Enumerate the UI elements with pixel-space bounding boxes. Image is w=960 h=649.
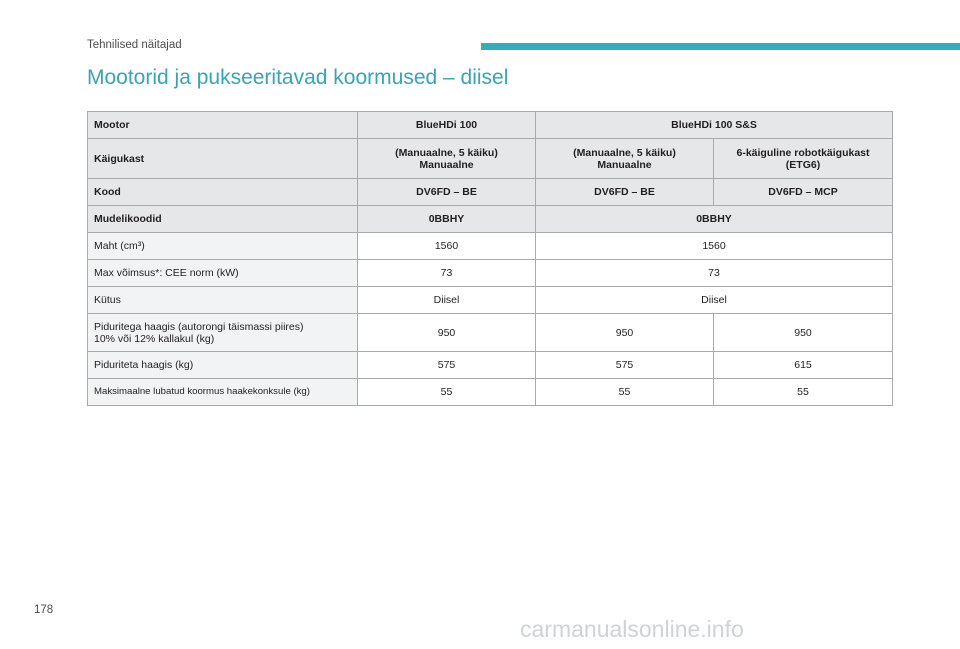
row-label-code: Kood — [88, 179, 358, 206]
cell-towbar-load-1: 55 — [358, 379, 536, 406]
cell-gearbox-3: 6-käiguline robotkäigukast (ETG6) — [714, 139, 893, 179]
cell-displacement-1: 1560 — [358, 233, 536, 260]
cell-towbar-load-2: 55 — [536, 379, 714, 406]
cell-code-2: DV6FD – BE — [536, 179, 714, 206]
cell-fuel-2: Diisel — [536, 287, 893, 314]
cell-engine-bluehdi-100: BlueHDi 100 — [358, 112, 536, 139]
table-row-fuel — [88, 287, 893, 314]
table-row-gearbox — [88, 139, 893, 179]
cell-code-3: DV6FD – MCP — [714, 179, 893, 206]
row-label-fuel: Kütus — [88, 287, 358, 314]
row-label-towbar-load: Maksimaalne lubatud koormus haakekonksule (kg) — [88, 379, 358, 406]
cell-model-codes-1: 0BBHY — [358, 206, 536, 233]
cell-displacement-2: 1560 — [536, 233, 893, 260]
table-row-towbar-load — [88, 379, 893, 406]
table-row-braked-trailer — [88, 314, 893, 352]
page-number: 178 — [34, 604, 54, 616]
cell-unbraked-trailer-3: 615 — [714, 352, 893, 379]
row-label-max-power: Max võimsus*: CEE norm (kW) — [88, 260, 358, 287]
section-label: Tehnilised näitajad — [87, 39, 182, 51]
row-label-model-codes: Mudelikoodid — [88, 206, 358, 233]
cell-engine-bluehdi-100-ss: BlueHDi 100 S&S — [536, 112, 893, 139]
row-label-unbraked-trailer: Piduriteta haagis (kg) — [88, 352, 358, 379]
cell-towbar-load-3: 55 — [714, 379, 893, 406]
engine-specs-table — [87, 111, 893, 406]
row-label-gearbox: Käigukast — [88, 139, 358, 179]
cell-unbraked-trailer-1: 575 — [358, 352, 536, 379]
row-label-braked-trailer: Piduritega haagis (autorongi täismassi piires) 10% või 12% kallakul (kg) — [88, 314, 358, 352]
row-label-engine: Mootor — [88, 112, 358, 139]
cell-fuel-1: Diisel — [358, 287, 536, 314]
table-row-unbraked-trailer — [88, 352, 893, 379]
cell-gearbox-2: (Manuaalne, 5 käiku) Manuaalne — [536, 139, 714, 179]
accent-bar — [481, 43, 960, 50]
cell-braked-trailer-3: 950 — [714, 314, 893, 352]
page-title: Mootorid ja pukseeritavad koormused – diisel — [87, 66, 509, 89]
cell-code-1: DV6FD – BE — [358, 179, 536, 206]
cell-braked-trailer-2: 950 — [536, 314, 714, 352]
table-row-displacement — [88, 233, 893, 260]
table-row-model-codes — [88, 206, 893, 233]
cell-max-power-2: 73 — [536, 260, 893, 287]
cell-gearbox-1: (Manuaalne, 5 käiku) Manuaalne — [358, 139, 536, 179]
cell-braked-trailer-1: 950 — [358, 314, 536, 352]
table-row-code — [88, 179, 893, 206]
cell-max-power-1: 73 — [358, 260, 536, 287]
table-row-max-power — [88, 260, 893, 287]
cell-unbraked-trailer-2: 575 — [536, 352, 714, 379]
row-label-displacement: Maht (cm³) — [88, 233, 358, 260]
watermark: carmanualsonline.info — [520, 616, 744, 642]
table-row-engine — [88, 112, 893, 139]
cell-model-codes-2: 0BBHY — [536, 206, 893, 233]
